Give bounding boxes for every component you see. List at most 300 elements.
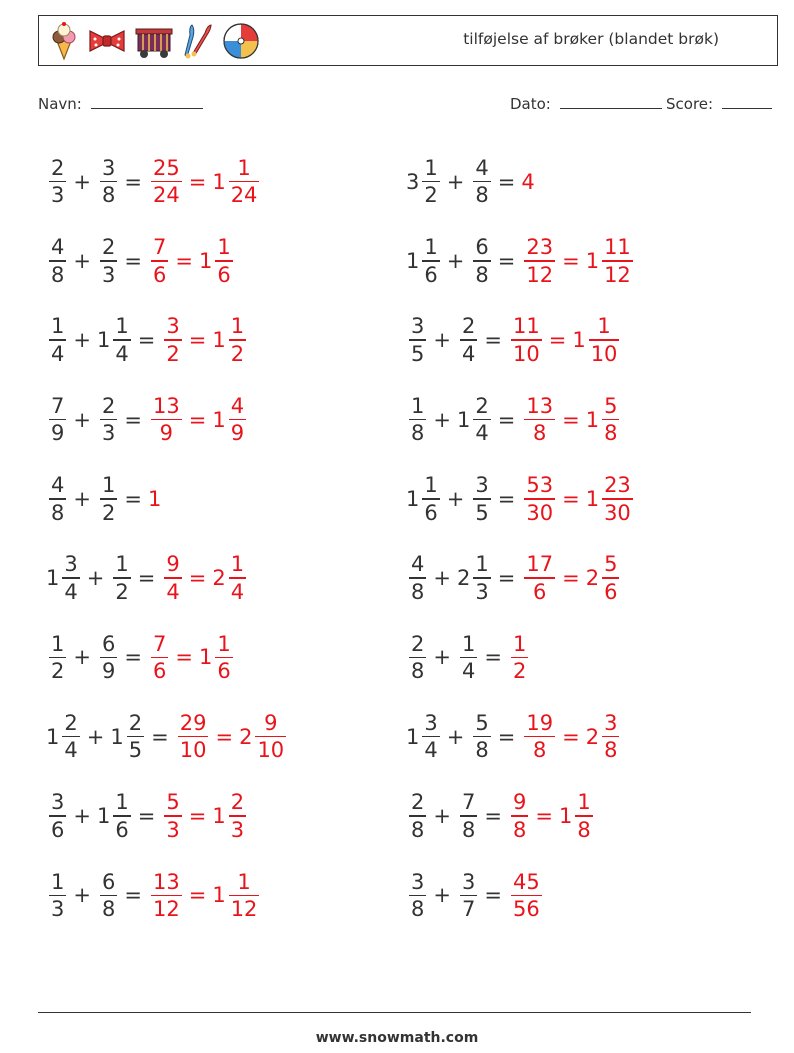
denominator: 9 bbox=[159, 421, 174, 446]
whole-number: 4 bbox=[521, 169, 535, 194]
numerator: 9 bbox=[264, 710, 278, 735]
plus-sign: + bbox=[73, 804, 91, 829]
fraction bbox=[409, 869, 426, 923]
denominator: 4 bbox=[475, 421, 489, 446]
whole-number: 1 bbox=[406, 248, 420, 273]
whole-number: 1 bbox=[558, 804, 573, 829]
denominator: 8 bbox=[51, 262, 65, 287]
numerator: 1 bbox=[115, 552, 129, 577]
whole-number: 1 bbox=[406, 724, 420, 749]
addend bbox=[406, 631, 427, 685]
numerator: 1 bbox=[461, 631, 476, 656]
numerator: 1 bbox=[424, 155, 438, 180]
fraction bbox=[473, 155, 490, 209]
equals-sign: = bbox=[124, 883, 142, 908]
answer bbox=[508, 789, 529, 843]
fraction bbox=[164, 313, 181, 367]
denominator: 3 bbox=[230, 817, 245, 842]
fraction bbox=[49, 155, 66, 209]
problem-row bbox=[406, 459, 634, 538]
denominator: 3 bbox=[101, 421, 116, 446]
denominator: 10 bbox=[179, 738, 207, 763]
denominator: 30 bbox=[604, 500, 631, 525]
equals-sign: = bbox=[137, 328, 156, 353]
problem-row bbox=[406, 776, 634, 855]
problem-row bbox=[46, 856, 287, 935]
addend bbox=[457, 551, 492, 605]
fraction bbox=[178, 710, 209, 764]
addend bbox=[97, 234, 118, 288]
fraction bbox=[62, 710, 79, 764]
denominator: 30 bbox=[526, 500, 554, 525]
plus-sign: + bbox=[446, 248, 465, 273]
denominator: 4 bbox=[166, 579, 180, 604]
answer bbox=[559, 789, 594, 843]
fraction bbox=[100, 234, 117, 288]
denominator: 3 bbox=[101, 262, 116, 287]
problem-row bbox=[406, 856, 634, 935]
addend bbox=[457, 313, 478, 367]
addend bbox=[470, 710, 491, 764]
answer bbox=[212, 789, 247, 843]
fraction bbox=[511, 631, 528, 685]
equals-sign: = bbox=[151, 724, 169, 749]
fraction bbox=[589, 313, 620, 367]
numerator: 19 bbox=[526, 710, 554, 735]
answer bbox=[508, 869, 543, 923]
fraction bbox=[164, 551, 181, 605]
plus-sign: + bbox=[73, 486, 91, 511]
addend bbox=[470, 472, 491, 526]
addend bbox=[46, 710, 81, 764]
addend bbox=[457, 869, 478, 923]
denominator: 6 bbox=[152, 262, 167, 287]
equals-sign: = bbox=[124, 248, 142, 273]
fraction bbox=[602, 234, 633, 288]
fraction bbox=[62, 551, 79, 605]
answer bbox=[161, 313, 182, 367]
addend bbox=[97, 789, 132, 843]
equals-sign: = bbox=[124, 645, 142, 670]
numerator: 6 bbox=[101, 869, 116, 894]
plus-sign: + bbox=[433, 883, 451, 908]
numerator: 45 bbox=[512, 869, 540, 894]
numerator: 13 bbox=[152, 869, 180, 894]
footer-divider bbox=[38, 1012, 751, 1013]
fraction bbox=[524, 234, 555, 288]
numerator: 2 bbox=[461, 314, 476, 339]
fraction bbox=[100, 155, 117, 209]
addend bbox=[457, 789, 478, 843]
numerator: 7 bbox=[152, 235, 167, 260]
denominator: 2 bbox=[101, 500, 116, 525]
answer bbox=[161, 789, 182, 843]
numerator: 1 bbox=[424, 235, 438, 260]
denominator: 8 bbox=[512, 817, 527, 842]
bow-tie-icon bbox=[87, 21, 127, 61]
denominator: 9 bbox=[51, 421, 65, 446]
addend bbox=[406, 551, 427, 605]
numerator: 2 bbox=[128, 710, 143, 735]
answer bbox=[148, 393, 183, 447]
denominator: 8 bbox=[101, 897, 116, 922]
addend bbox=[46, 393, 67, 447]
fraction bbox=[229, 869, 260, 923]
equals-sign: = bbox=[137, 566, 156, 591]
addend bbox=[110, 551, 131, 605]
addend bbox=[46, 234, 67, 288]
denominator: 4 bbox=[230, 579, 245, 604]
whole-number: 2 bbox=[212, 566, 226, 591]
numerator: 3 bbox=[461, 869, 476, 894]
date-line[interactable] bbox=[560, 94, 662, 109]
equals-sign: = bbox=[562, 248, 580, 273]
answer bbox=[586, 393, 621, 447]
plus-sign: + bbox=[73, 407, 91, 432]
answer bbox=[212, 155, 260, 209]
whole-number: 1 bbox=[212, 328, 226, 353]
equals-sign: = bbox=[535, 804, 553, 829]
date-field[interactable] bbox=[510, 94, 662, 113]
fraction bbox=[524, 551, 555, 605]
fraction bbox=[151, 234, 168, 288]
numerator: 2 bbox=[411, 790, 425, 815]
numerator: 9 bbox=[166, 552, 180, 577]
fraction bbox=[602, 551, 619, 605]
answer bbox=[572, 313, 620, 367]
denominator: 6 bbox=[533, 579, 547, 604]
score-field[interactable] bbox=[666, 94, 772, 113]
denominator: 9 bbox=[230, 421, 245, 446]
denominator: 8 bbox=[411, 817, 425, 842]
addend bbox=[46, 631, 67, 685]
answer bbox=[212, 869, 260, 923]
circus-wagon-icon bbox=[133, 21, 175, 61]
fraction bbox=[215, 234, 232, 288]
denominator: 2 bbox=[512, 659, 527, 684]
fraction bbox=[460, 869, 477, 923]
fraction bbox=[602, 472, 633, 526]
plus-sign: + bbox=[446, 169, 465, 194]
problem-row bbox=[406, 380, 634, 459]
denominator: 8 bbox=[411, 579, 425, 604]
equals-sign: = bbox=[484, 804, 502, 829]
fraction bbox=[422, 710, 439, 764]
problem-row bbox=[46, 459, 287, 538]
fraction bbox=[460, 789, 477, 843]
denominator: 8 bbox=[475, 262, 489, 287]
denominator: 8 bbox=[411, 421, 425, 446]
addend bbox=[46, 155, 67, 209]
addend bbox=[46, 313, 67, 367]
equals-sign: = bbox=[562, 566, 580, 591]
numerator: 4 bbox=[411, 552, 425, 577]
denominator: 8 bbox=[411, 659, 425, 684]
beach-ball-icon bbox=[221, 21, 261, 61]
addend bbox=[97, 869, 118, 923]
problem-row bbox=[406, 618, 634, 697]
whole-number: 1 bbox=[198, 645, 213, 670]
fraction bbox=[511, 313, 542, 367]
denominator: 8 bbox=[604, 738, 618, 763]
numerator: 1 bbox=[424, 473, 438, 498]
denominator: 6 bbox=[217, 659, 231, 684]
numerator: 1 bbox=[217, 235, 231, 260]
fraction bbox=[49, 472, 66, 526]
numerator: 2 bbox=[51, 155, 65, 180]
denominator: 10 bbox=[590, 341, 618, 366]
answer bbox=[586, 551, 621, 605]
fraction bbox=[511, 869, 542, 923]
equals-sign: = bbox=[175, 248, 193, 273]
answer bbox=[586, 472, 634, 526]
denominator: 5 bbox=[475, 500, 489, 525]
fraction bbox=[473, 710, 490, 764]
numerator: 3 bbox=[604, 710, 618, 735]
numerator: 53 bbox=[526, 473, 554, 498]
whole-number: 1 bbox=[110, 724, 124, 749]
equals-sign: = bbox=[497, 724, 516, 749]
denominator: 8 bbox=[51, 500, 65, 525]
addend bbox=[457, 393, 492, 447]
denominator: 4 bbox=[64, 579, 78, 604]
fraction bbox=[473, 472, 490, 526]
numerator: 3 bbox=[424, 710, 438, 735]
denominator: 6 bbox=[604, 579, 618, 604]
numerator: 1 bbox=[115, 314, 129, 339]
denominator: 6 bbox=[424, 262, 438, 287]
numerator: 6 bbox=[101, 631, 116, 656]
fraction bbox=[49, 869, 66, 923]
numerator: 1 bbox=[237, 155, 251, 180]
fraction bbox=[49, 313, 66, 367]
addend bbox=[46, 551, 81, 605]
whole-number: 3 bbox=[406, 169, 420, 194]
denominator: 5 bbox=[411, 341, 425, 366]
whole-number: 1 bbox=[585, 407, 600, 432]
denominator: 8 bbox=[411, 897, 425, 922]
answer bbox=[521, 393, 556, 447]
equals-sign: = bbox=[188, 328, 207, 353]
answer bbox=[521, 234, 556, 288]
addend bbox=[46, 789, 67, 843]
answer bbox=[199, 234, 234, 288]
answer bbox=[521, 170, 536, 194]
answer bbox=[148, 487, 163, 511]
numerator: 11 bbox=[604, 235, 631, 260]
addend bbox=[406, 869, 427, 923]
numerator: 1 bbox=[51, 631, 65, 656]
plus-sign: + bbox=[433, 645, 451, 670]
fraction bbox=[49, 234, 66, 288]
denominator: 24 bbox=[152, 183, 180, 208]
denominator: 3 bbox=[51, 897, 65, 922]
numerator: 3 bbox=[64, 552, 78, 577]
whole-number: 1 bbox=[456, 407, 471, 432]
numerator: 1 bbox=[597, 314, 611, 339]
numerator: 5 bbox=[604, 393, 618, 418]
equals-sign: = bbox=[497, 248, 516, 273]
fraction bbox=[575, 789, 592, 843]
equals-sign: = bbox=[497, 486, 516, 511]
addend bbox=[406, 710, 441, 764]
score-label: Score: bbox=[666, 95, 714, 113]
numerator: 1 bbox=[101, 473, 116, 498]
problems-column-right bbox=[406, 142, 634, 935]
answer bbox=[586, 710, 621, 764]
answer bbox=[586, 234, 634, 288]
equals-sign: = bbox=[137, 804, 156, 829]
plus-sign: + bbox=[86, 566, 105, 591]
equals-sign: = bbox=[124, 407, 142, 432]
fraction bbox=[524, 472, 555, 526]
numerator: 3 bbox=[475, 473, 489, 498]
denominator: 8 bbox=[577, 817, 591, 842]
fraction bbox=[473, 393, 490, 447]
score-line[interactable] bbox=[722, 94, 772, 109]
problem-row bbox=[406, 142, 634, 221]
fraction bbox=[151, 393, 182, 447]
denominator: 4 bbox=[461, 341, 476, 366]
numerator: 23 bbox=[604, 473, 631, 498]
fraction bbox=[229, 155, 260, 209]
equals-sign: = bbox=[484, 883, 502, 908]
numerator: 5 bbox=[166, 790, 180, 815]
fraction bbox=[49, 789, 66, 843]
answer bbox=[212, 393, 247, 447]
numerator: 3 bbox=[166, 314, 180, 339]
fraction bbox=[100, 869, 117, 923]
fraction bbox=[409, 313, 426, 367]
whole-number: 2 bbox=[456, 566, 471, 591]
addend bbox=[457, 631, 478, 685]
numerator: 1 bbox=[411, 393, 425, 418]
whole-number: 2 bbox=[585, 724, 600, 749]
whole-number: 1 bbox=[96, 804, 111, 829]
answer bbox=[508, 631, 529, 685]
fraction bbox=[473, 551, 490, 605]
numerator: 1 bbox=[217, 631, 231, 656]
denominator: 2 bbox=[51, 659, 65, 684]
worksheet-header bbox=[38, 15, 778, 66]
denominator: 8 bbox=[101, 183, 116, 208]
numerator: 25 bbox=[152, 155, 180, 180]
fraction bbox=[229, 393, 246, 447]
addend bbox=[406, 313, 427, 367]
addend bbox=[406, 789, 427, 843]
problem-row bbox=[46, 538, 287, 617]
numerator: 3 bbox=[51, 790, 65, 815]
answer bbox=[161, 551, 182, 605]
answer bbox=[175, 710, 210, 764]
fraction bbox=[460, 313, 477, 367]
numerator: 3 bbox=[411, 314, 425, 339]
plus-sign: + bbox=[446, 724, 465, 749]
equals-sign: = bbox=[562, 407, 580, 432]
name-field[interactable] bbox=[38, 94, 203, 113]
answer bbox=[199, 631, 234, 685]
addend bbox=[97, 631, 118, 685]
equals-sign: = bbox=[497, 566, 516, 591]
denominator: 56 bbox=[512, 897, 540, 922]
numerator: 2 bbox=[101, 235, 116, 260]
numerator: 1 bbox=[577, 790, 591, 815]
fraction bbox=[511, 789, 528, 843]
name-line[interactable] bbox=[91, 94, 203, 109]
whole-number: 1 bbox=[46, 566, 60, 591]
equals-sign: = bbox=[124, 486, 142, 511]
fraction bbox=[229, 313, 246, 367]
fraction bbox=[215, 631, 232, 685]
plus-sign: + bbox=[73, 645, 91, 670]
answer bbox=[521, 472, 556, 526]
numerator: 3 bbox=[101, 155, 116, 180]
equals-sign: = bbox=[175, 645, 193, 670]
whole-number: 1 bbox=[46, 724, 60, 749]
plus-sign: + bbox=[86, 724, 105, 749]
fraction bbox=[49, 393, 66, 447]
ice-cream-icon bbox=[47, 21, 81, 61]
numerator: 7 bbox=[461, 790, 476, 815]
numerator: 5 bbox=[475, 710, 489, 735]
numerator: 29 bbox=[179, 710, 207, 735]
problem-row bbox=[406, 538, 634, 617]
denominator: 6 bbox=[51, 817, 65, 842]
equals-sign: = bbox=[188, 804, 207, 829]
whole-number: 1 bbox=[585, 248, 600, 273]
plus-sign: + bbox=[433, 804, 451, 829]
denominator: 4 bbox=[424, 738, 438, 763]
name-label: Navn: bbox=[38, 95, 82, 113]
equals-sign: = bbox=[562, 486, 580, 511]
answer bbox=[148, 869, 183, 923]
denominator: 4 bbox=[461, 659, 476, 684]
answer bbox=[521, 710, 556, 764]
fraction bbox=[602, 710, 619, 764]
numerator: 17 bbox=[526, 552, 554, 577]
worksheet-title: tilføjelse af brøker (blandet brøk) bbox=[463, 30, 719, 48]
equals-sign: = bbox=[497, 169, 516, 194]
denominator: 2 bbox=[115, 579, 129, 604]
equals-sign: = bbox=[188, 407, 207, 432]
addend bbox=[470, 234, 491, 288]
denominator: 10 bbox=[257, 738, 285, 763]
numerator: 6 bbox=[475, 235, 489, 260]
plus-sign: + bbox=[73, 883, 91, 908]
whole-number: 1 bbox=[212, 804, 226, 829]
plus-sign: + bbox=[433, 407, 451, 432]
problem-row bbox=[46, 301, 287, 380]
problem-row bbox=[46, 142, 287, 221]
plus-sign: + bbox=[446, 486, 465, 511]
numerator: 1 bbox=[51, 869, 65, 894]
fraction bbox=[229, 789, 246, 843]
whole-number: 1 bbox=[212, 407, 226, 432]
numerator: 13 bbox=[152, 393, 180, 418]
addend bbox=[406, 472, 441, 526]
fraction bbox=[422, 472, 439, 526]
denominator: 24 bbox=[230, 183, 258, 208]
addend bbox=[110, 710, 145, 764]
fraction bbox=[113, 313, 130, 367]
numerator: 7 bbox=[51, 393, 65, 418]
plus-sign: + bbox=[73, 328, 91, 353]
whole-number: 2 bbox=[585, 566, 600, 591]
numerator: 1 bbox=[237, 869, 251, 894]
denominator: 2 bbox=[166, 341, 180, 366]
plus-sign: + bbox=[433, 328, 451, 353]
denominator: 8 bbox=[475, 183, 489, 208]
